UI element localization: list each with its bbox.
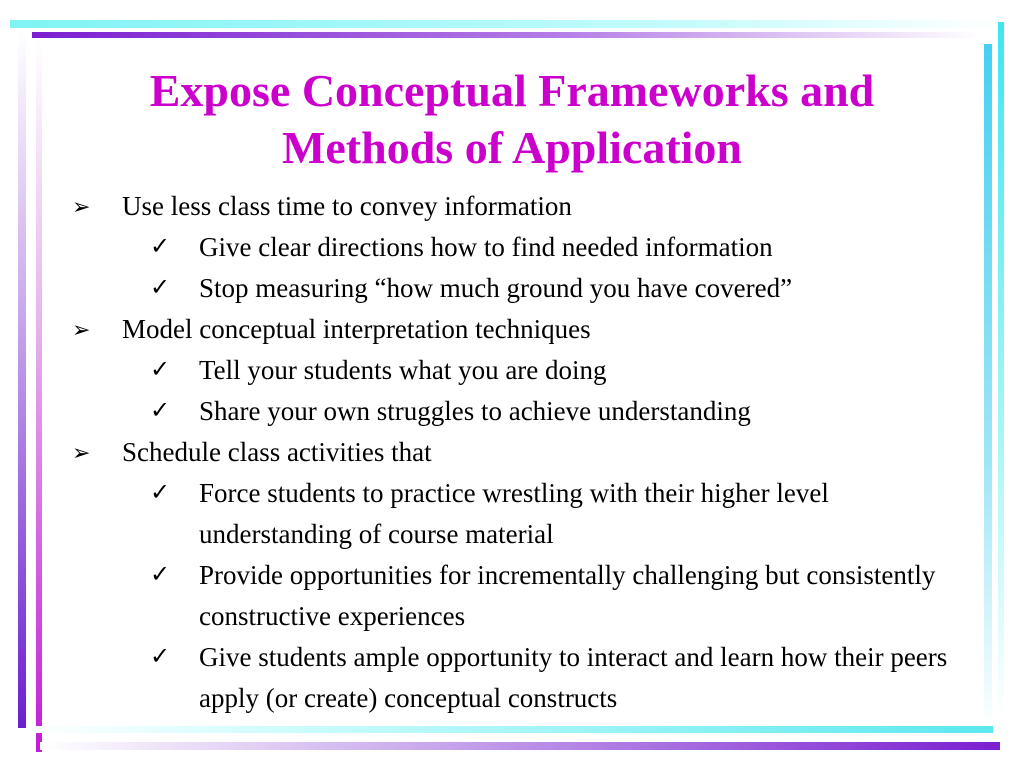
list-item: ✓ Give students ample opportunity to interact and learn how their peers apply (or create) conceptual constructs (0, 637, 1024, 719)
list-item: ✓ Share your own struggles to achieve understanding (0, 391, 1024, 432)
checkmark-icon: ✓ (150, 562, 171, 588)
decor-bar-top-cyan (10, 20, 1000, 28)
arrow-bullet-icon: ➢ (72, 440, 91, 465)
arrow-bullet-icon: ➢ (72, 317, 91, 342)
bullet-list (0, 186, 1024, 719)
arrow-bullet-icon: ➢ (72, 194, 91, 219)
list-item: ✓ Stop measuring “how much ground you have covered” (0, 268, 1024, 309)
checkmark-icon: ✓ (150, 644, 171, 670)
slide-title (60, 62, 964, 176)
list-item: ➢ Model conceptual interpretation techniques (0, 309, 1024, 350)
decor-bar-bottom-cyan (28, 726, 993, 733)
checkmark-icon: ✓ (150, 398, 171, 424)
decor-bar-top-purple (32, 32, 982, 38)
list-item: ➢ Use less class time to convey information (0, 186, 1024, 227)
checkmark-icon: ✓ (150, 234, 171, 260)
list-item: ✓ Force students to practice wrestling with their higher level understanding of course material (0, 473, 1024, 555)
checkmark-icon: ✓ (150, 275, 171, 301)
checkmark-icon: ✓ (150, 357, 171, 383)
decor-bar-bottom-purple (40, 742, 1000, 750)
slide-title-line-2: Methods of Application (281, 122, 743, 173)
list-item: ✓ Tell your students what you are doing (0, 350, 1024, 391)
slide-title-line-1: Expose Conceptual Frameworks and (149, 65, 875, 116)
list-item: ✓ Give clear directions how to find needed information (0, 227, 1024, 268)
list-item: ✓ Provide opportunities for incrementally challenging but consistently constructive experiences (0, 555, 1024, 637)
list-item: ➢ Schedule class activities that (0, 432, 1024, 473)
checkmark-icon: ✓ (150, 480, 171, 506)
